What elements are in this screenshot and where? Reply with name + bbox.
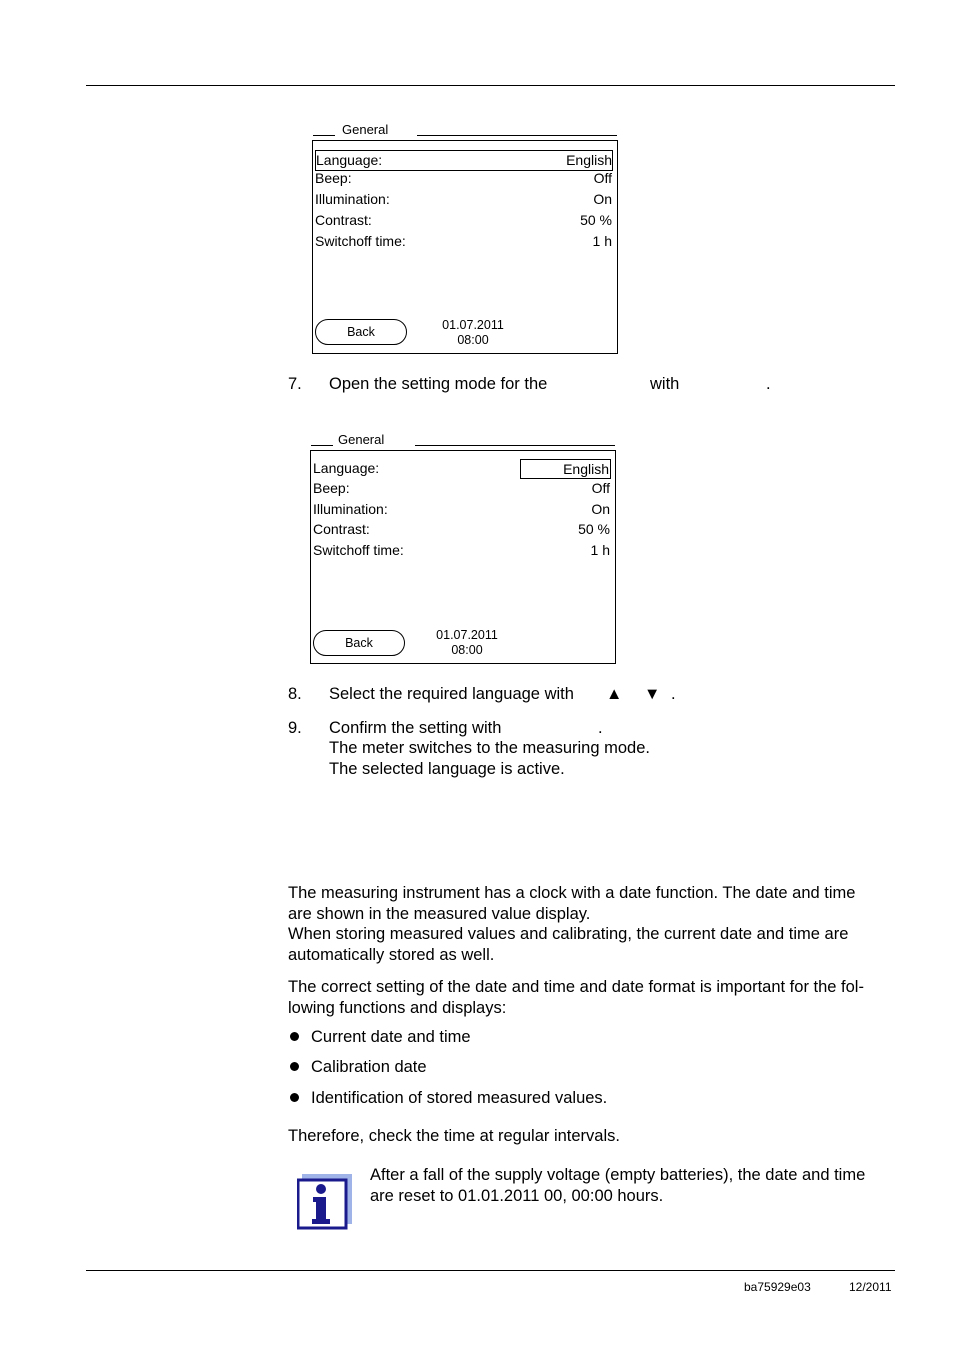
- paragraph-line: When storing measured values and calibrating, the current date and time are: [288, 925, 849, 943]
- back-button[interactable]: Back: [313, 630, 405, 656]
- bullet-icon: [290, 1093, 299, 1102]
- arrow-down-icon: ▼: [644, 685, 661, 703]
- step-text: Confirm the setting with: [329, 719, 502, 737]
- step-text: .: [598, 719, 603, 737]
- list-item: Identification of stored measured values.: [311, 1089, 608, 1107]
- bullet-icon: [290, 1062, 299, 1071]
- step-number: 7.: [288, 375, 302, 393]
- setting-row-contrast[interactable]: Contrast: 50 %: [315, 212, 612, 228]
- step-text: Select the required language with: [329, 685, 574, 703]
- tab-line: [415, 445, 615, 446]
- list-item: Calibration date: [311, 1058, 427, 1076]
- step-text: Open the setting mode for the: [329, 375, 548, 393]
- setting-row-switchoff[interactable]: Switchoff time: 1 h: [315, 233, 612, 249]
- doc-date: 12/2011: [849, 1280, 892, 1294]
- paragraph-line: are shown in the measured value display.: [288, 905, 591, 923]
- paragraph-line: The measuring instrument has a clock with a date function. The date and time: [288, 884, 856, 902]
- language-value-editing[interactable]: English: [520, 459, 611, 479]
- screen-title: General: [338, 432, 385, 447]
- setting-row-language[interactable]: Language: English: [313, 460, 609, 477]
- settings-screen-1: [312, 122, 618, 354]
- setting-row-contrast[interactable]: Contrast: 50 %: [313, 521, 610, 537]
- setting-row-beep[interactable]: Beep: Off: [315, 170, 612, 186]
- setting-row-switchoff[interactable]: Switchoff time: 1 h: [313, 542, 610, 558]
- bullet-icon: [290, 1032, 299, 1041]
- info-icon: [297, 1174, 352, 1230]
- step-number: 8.: [288, 685, 302, 703]
- step-text: The meter switches to the measuring mode.: [329, 739, 650, 757]
- screen-title: General: [342, 122, 389, 137]
- tab-line: [417, 135, 617, 136]
- tab-line: [311, 445, 333, 446]
- header-rule: [86, 85, 895, 86]
- tab-line: [313, 135, 335, 136]
- back-button[interactable]: Back: [315, 319, 407, 345]
- step-number: 9.: [288, 719, 302, 737]
- note-text: are reset to 01.01.2011 00, 00:00 hours.: [370, 1187, 664, 1205]
- setting-row-illumination[interactable]: Illumination: On: [315, 191, 612, 207]
- datetime-stamp: 01.07.2011 08:00: [436, 628, 498, 657]
- paragraph-line: Therefore, check the time at regular intervals.: [288, 1127, 620, 1145]
- step-text: with: [650, 375, 680, 393]
- step-text: The selected language is active.: [329, 760, 565, 778]
- footer-rule: [86, 1270, 895, 1271]
- list-item: Current date and time: [311, 1028, 471, 1046]
- note-text: After a fall of the supply voltage (empty batteries), the date and time: [370, 1166, 866, 1184]
- setting-row-language[interactable]: Language: English: [315, 150, 613, 171]
- step-text: .: [671, 685, 676, 703]
- arrow-up-icon: ▲: [606, 685, 623, 703]
- settings-screen-2: [310, 432, 616, 664]
- paragraph-line: The correct setting of the date and time and date format is important for the fol-: [288, 978, 864, 996]
- doc-id: ba75929e03: [744, 1280, 811, 1294]
- step-text: .: [766, 375, 771, 393]
- setting-row-illumination[interactable]: Illumination: On: [313, 501, 610, 517]
- setting-row-beep[interactable]: Beep: Off: [313, 480, 610, 496]
- paragraph-line: lowing functions and displays:: [288, 999, 507, 1017]
- datetime-stamp: 01.07.2011 08:00: [442, 318, 504, 347]
- paragraph-line: automatically stored as well.: [288, 946, 495, 964]
